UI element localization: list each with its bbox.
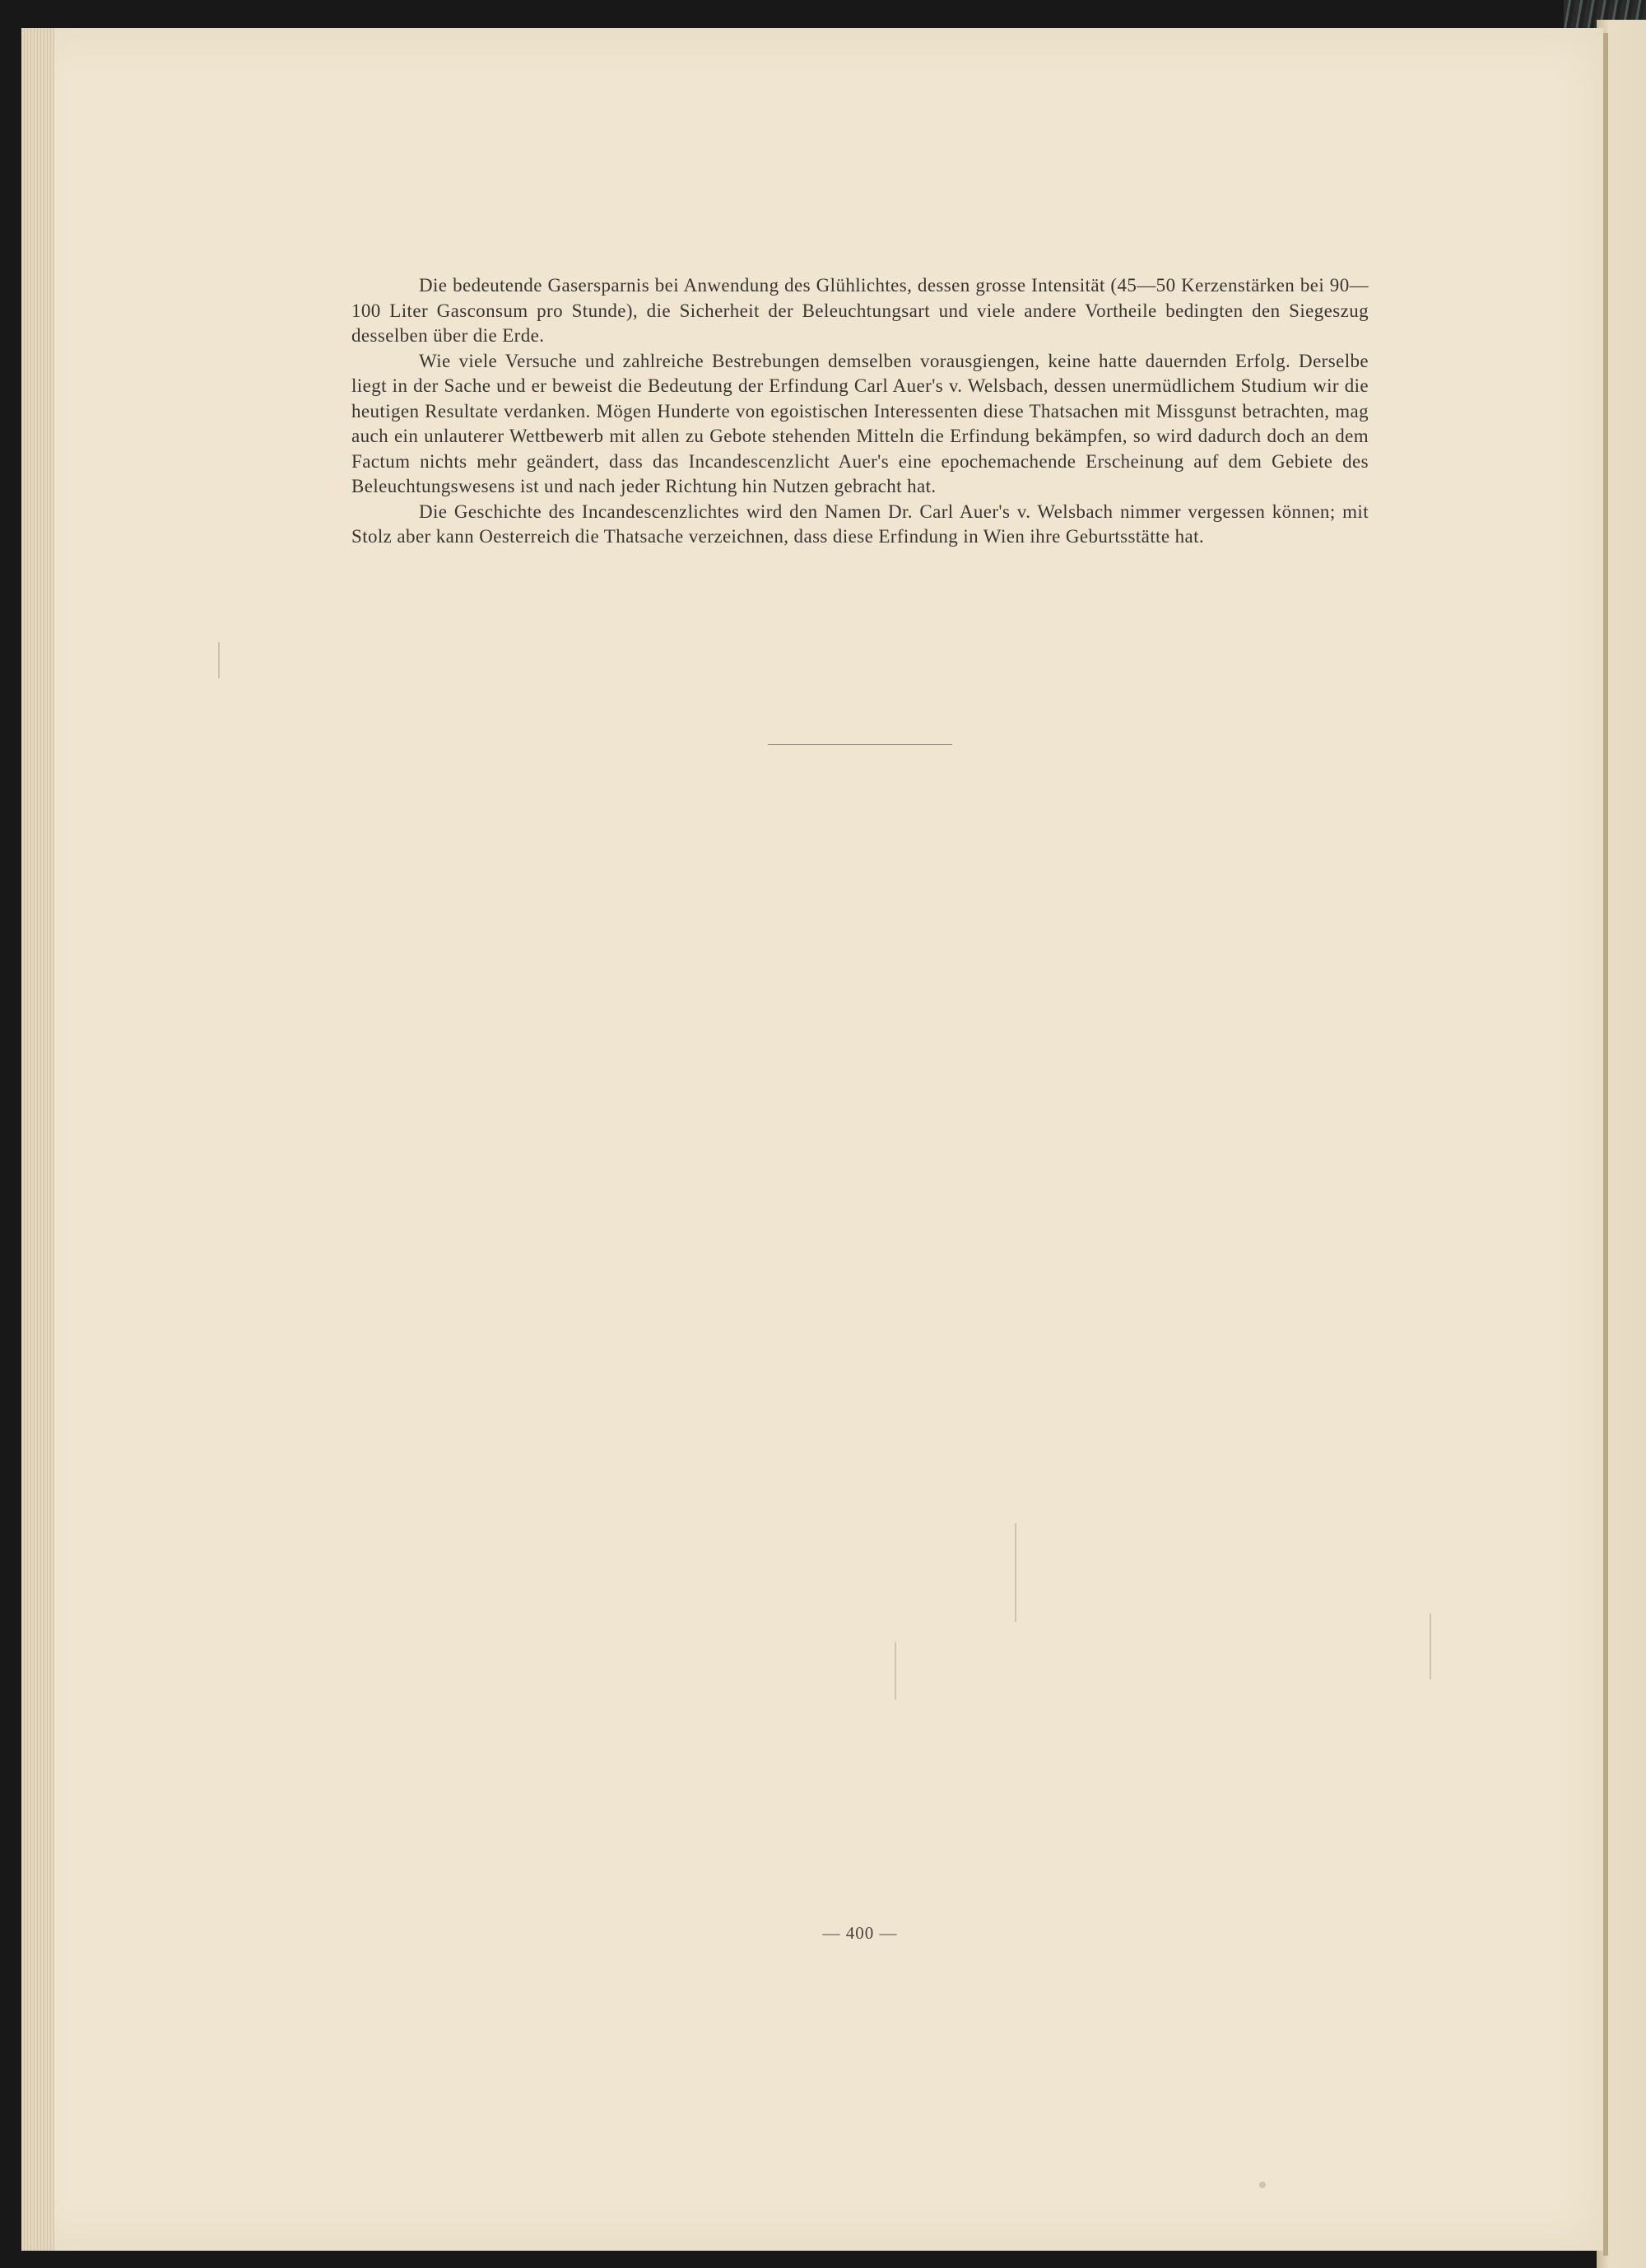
page-edges [21, 28, 54, 2251]
paragraph: Wie viele Versuche und zahlreiche Bestrebungen demselben vorausgiengen, keine hatte dauernden Erfolg. Derselbe liegt in der Sache und er beweist die Bedeutung der Erfindung Carl Auer's v. Welsbach, dessen unermüdlichem Studium wir die heutigen Resultate verdanken. Mögen Hunderte von egoistischen Interessenten diese Thatsachen mit Missgunst betrachten, mag auch ein unlauterer Wettbewerb mit allen zu Gebote stehenden Mitteln die Erfindung bekämpfen, so wird dadurch doch an dem Factum nichts mehr geändert, dass das Incandescenzlicht Auer's eine epochemachende Erscheinung auf dem Gebiete des Beleuchtungswesens ist und nach jeder Richtung hin Nutzen gebracht hat. [351, 350, 1369, 496]
main-text [351, 273, 1369, 550]
paper-mark [1015, 1523, 1016, 1622]
paper-mark [1430, 1614, 1431, 1679]
paragraph: Die bedeutende Gasersparnis bei Anwendung des Glühlichtes, dessen grosse Intensität (45—50 Kerzenstärken bei 90—100 Liter Gasconsum pro Stunde), die Sicherheit der Beleuchtungsart und viele andere Vortheile bedingten den Siegeszug desselben über die Erde. [351, 275, 1369, 346]
paper-mark [1259, 2182, 1266, 2188]
gutter-shadow-line [1603, 33, 1608, 2256]
paper-mark [895, 1642, 896, 1700]
page-number: — 400 — [822, 1923, 898, 1943]
section-divider-line [768, 744, 952, 745]
paragraph: Die Geschichte des Incandescenzlichtes wird den Namen Dr. Carl Auer's v. Welsbach nimmer vergessen können; mit Stolz aber kann Oesterreich die Thatsache verzeichnen, dass diese Erfindung in Wien ihre Geburtsstätte hat. [351, 501, 1369, 547]
paper-mark [218, 642, 220, 678]
